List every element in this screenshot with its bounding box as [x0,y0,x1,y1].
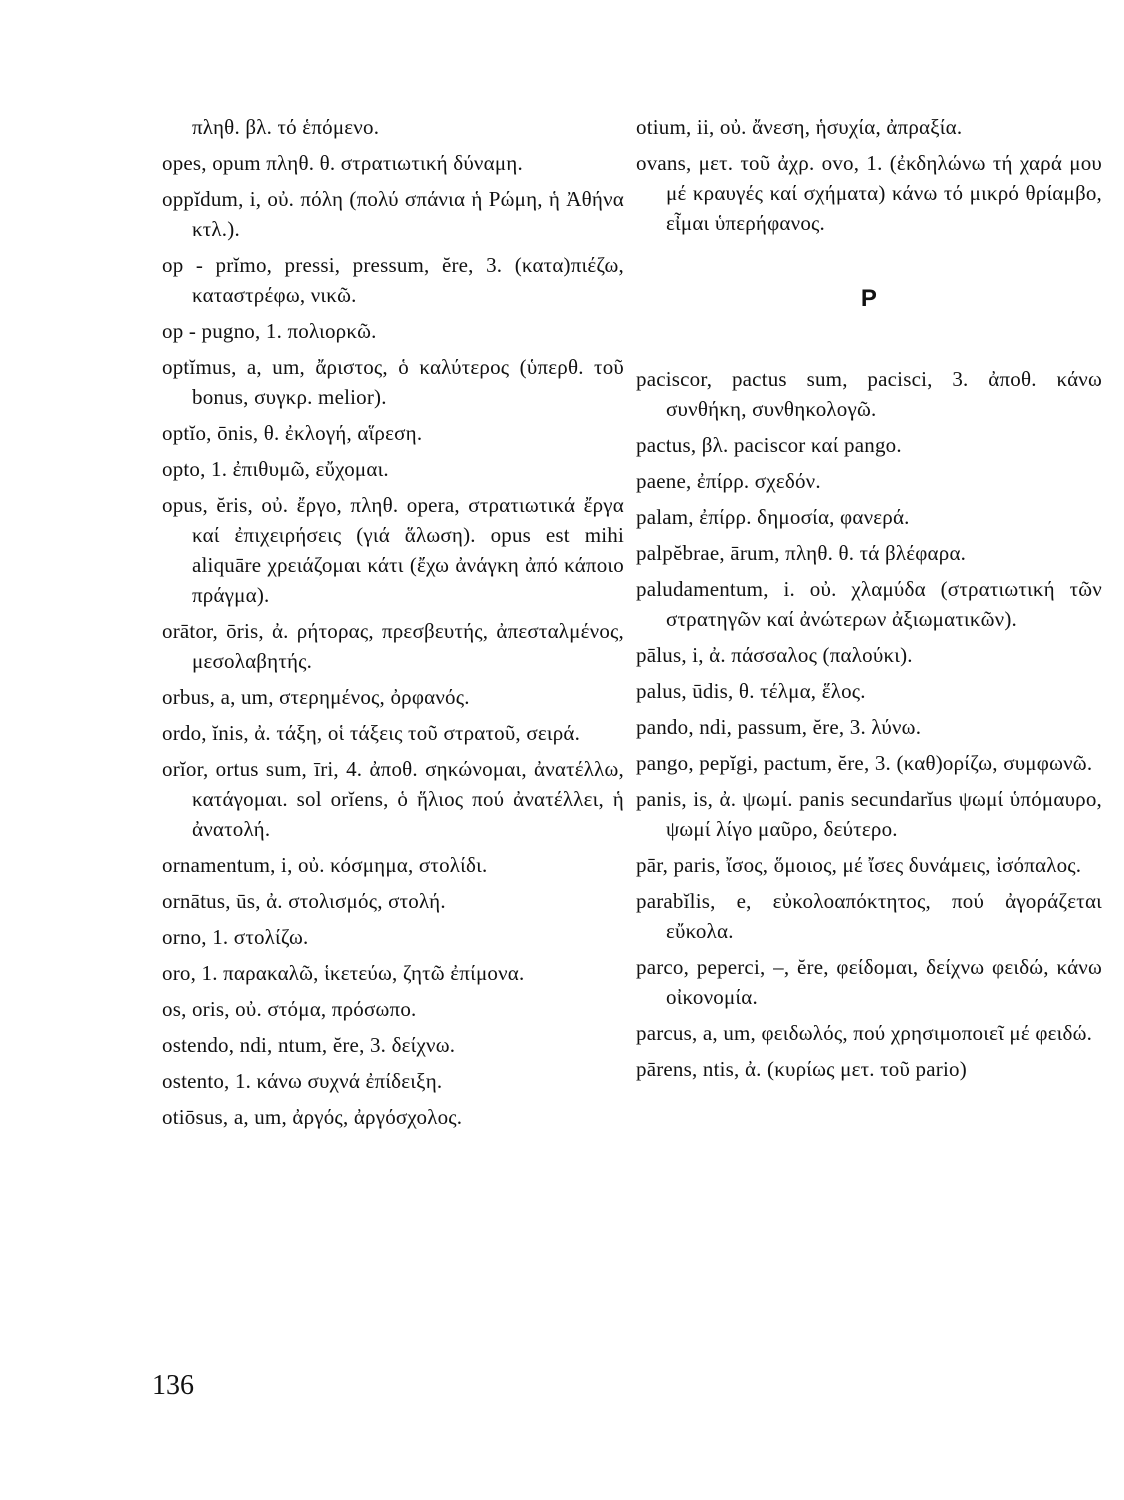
dictionary-entry: palam, ἐπίρρ. δημοσία, φανερά. [636,505,910,529]
dictionary-entry: pālus, i, ἀ. πάσσαλος (παλούκι). [636,643,913,667]
dictionary-entry: opto, 1. ἐπιθυμῶ, εὔχομαι. [162,457,389,481]
section-letter-heading: P [860,285,878,312]
dictionary-entry: optĭmus, a, um, ἄριστος, ὁ καλύτερος (ὑπερθ. τοῦ bonus, συγκρ. melior). [162,355,624,409]
dictionary-entry: oro, 1. παρακαλῶ, ἱκετεύω, ζητῶ ἐπίμονα. [162,961,525,985]
dictionary-entry: opes, opum πληθ. θ. στρατιωτική δύναμη. [162,151,523,175]
page-number: 136 [152,1370,194,1401]
dictionary-entry: ostendo, ndi, ntum, ĕre, 3. δείχνω. [162,1033,456,1057]
dictionary-entry: parcus, a, um, φειδωλός, πού χρησιμοποιεῖ μέ φειδώ. [636,1021,1093,1045]
dictionary-entry: orĭor, ortus sum, īri, 4. ἀποθ. σηκώνομαι, ἀνατέλλω, κατάγομαι. sol orĭens, ὁ ἥλιος πού ἀνατέλλει, ἡ ἀνατολή. [162,757,624,841]
dictionary-entry: pango, pepĭgi, pactum, ĕre, 3. (καθ)ορίζω, συμφωνῶ. [636,751,1093,775]
dictionary-entry: ordo, ĭnis, ἀ. τάξη, οἱ τάξεις τοῦ στρατοῦ, σειρά. [162,721,581,745]
dictionary-entry: parco, peperci, –, ĕre, φείδομαι, δείχνω φειδώ, κάνω οἰκονομία. [636,955,1102,1009]
dictionary-entry: pārens, ntis, ἀ. (κυρίως μετ. τοῦ pario) [636,1057,967,1081]
dictionary-entry: pactus, βλ. paciscor καί pango. [636,433,902,457]
dictionary-entry: op - pugno, 1. πολιορκῶ. [162,319,377,343]
dictionary-entry: paciscor, pactus sum, pacisci, 3. ἀποθ. κάνω συνθήκη, συνθηκολογῶ. [636,367,1102,421]
dictionary-entry: palpĕbrae, ārum, πληθ. θ. τά βλέφαρα. [636,541,967,565]
dictionary-entry: pando, ndi, passum, ĕre, 3. λύνω. [636,715,922,739]
dictionary-entry: oppĭdum, i, οὐ. πόλη (πολύ σπάνια ἡ Ρώμη, ἡ Ἀθήνα κτλ.). [162,187,624,241]
dictionary-entry: ostento, 1. κάνω συχνά ἐπίδειξη. [162,1069,443,1093]
dictionary-entry: palus, ūdis, θ. τέλμα, ἕλος. [636,679,866,703]
dictionary-entry: pār, paris, ἴσος, ὅμοιος, μέ ἴσες δυνάμεις, ἰσόπαλος. [636,853,1082,877]
dictionary-entry: orno, 1. στολίζω. [162,925,309,949]
dictionary-entry: otiōsus, a, um, ἀργός, ἀργόσχολος. [162,1105,463,1129]
dictionary-entry: paludamentum, i. οὐ. χλαμύδα (στρατιωτική τῶν στρατηγῶν καί ἀνώτερων ἀξιωματικῶν). [636,577,1102,631]
dictionary-entry: πληθ. βλ. τό ἑπόμενο. [192,115,380,139]
dictionary-entry: os, oris, οὐ. στόμα, πρόσωπο. [162,997,417,1021]
right-column [636,112,1102,1090]
dictionary-entry: parabĭlis, e, εὐκολοαπόκτητος, πού ἀγοράζεται εὔκολα. [636,889,1102,943]
dictionary-entry: op - prĭmo, pressi, pressum, ĕre, 3. (κατα)πιέζω, καταστρέφω, νικῶ. [162,253,624,307]
left-column [162,112,624,1138]
dictionary-entry: otium, ii, οὐ. ἄνεση, ἡσυχία, ἀπραξία. [636,115,963,139]
dictionary-entry: orbus, a, um, στερημένος, ὀρφανός. [162,685,470,709]
dictionary-entry: opus, ĕris, οὐ. ἔργο, πληθ. opera, στρατιωτικά ἔργα καί ἐπιχειρήσεις (γιά ἅλωση). opus est mihi aliquāre χρειάζομαι κάτι (ἔχω ἀνάγκη ἀπό κάποιο πράγμα). [162,493,624,607]
dictionary-entry: ornamentum, i, οὐ. κόσμημα, στολίδι. [162,853,488,877]
dictionary-entry: panis, is, ἀ. ψωμί. panis secundarĭus ψωμί ὑπόμαυρο, ψωμί λίγο μαῦρο, δεύτερο. [636,787,1102,841]
dictionary-entry: ovans, μετ. τοῦ ἀχρ. ovo, 1. (ἐκδηλώνω τή χαρά μου μέ κραυγές καί σχήματα) κάνω τό μικρό θρίαμβο, εἶμαι ὑπερήφανος. [636,151,1102,235]
dictionary-entry: orātor, ōris, ἀ. ρήτορας, πρεσβευτής, ἀπεσταλμένος, μεσολαβητής. [162,619,624,673]
dictionary-entry: paene, ἐπίρρ. σχεδόν. [636,469,821,493]
dictionary-entry: ornātus, ūs, ἀ. στολισμός, στολή. [162,889,446,913]
dictionary-entry: optĭo, ōnis, θ. ἐκλογή, αἵρεση. [162,421,423,445]
